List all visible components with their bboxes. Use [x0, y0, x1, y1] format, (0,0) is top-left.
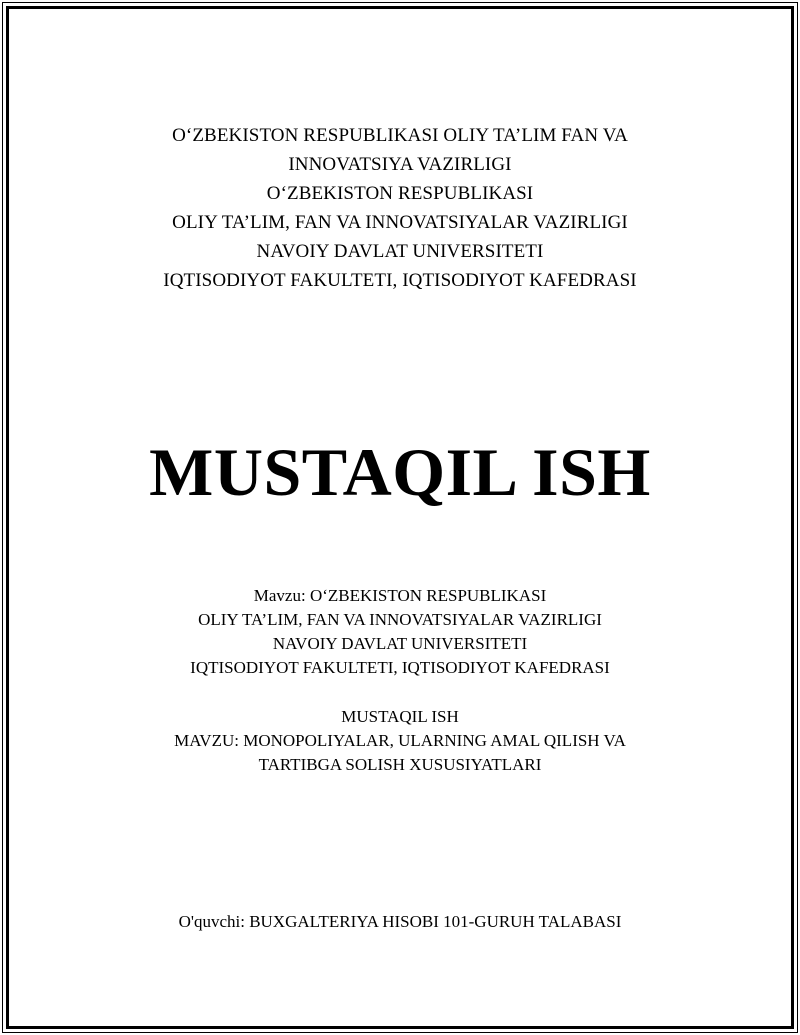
- subject-line: TARTIBGA SOLISH XUSUSIYATLARI: [258, 755, 542, 774]
- subject-line: MAVZU: MONOPOLIYALAR, ULARNING AMAL QILISH VA: [174, 731, 626, 750]
- subject-line: MUSTAQIL ISH: [341, 707, 459, 726]
- topic-line: IQTISODIYOT FAKULTETI, IQTISODIYOT KAFEDRASI: [190, 658, 610, 677]
- header-line: OLIY TA’LIM, FAN VA INNOVATSIYALAR VAZIRLIGI: [172, 212, 628, 233]
- header-line: IQTISODIYOT FAKULTETI, IQTISODIYOT KAFEDRASI: [163, 270, 637, 291]
- topic-line: NAVOIY DAVLAT UNIVERSITETI: [272, 634, 528, 653]
- student-info: O'quvchi: BUXGALTERIYA HISOBI 101-GURUH TALABASI: [178, 912, 622, 931]
- ministry-header: [0, 121, 800, 295]
- header-line: O‘ZBEKISTON RESPUBLIKASI OLIY TA’LIM FAN VA: [172, 125, 628, 146]
- topic-line: OLIY TA’LIM, FAN VA INNOVATSIYALAR VAZIRLIGI: [198, 610, 602, 629]
- document-title: MUSTAQIL ISH: [149, 434, 651, 510]
- header-line: O‘ZBEKISTON RESPUBLIKASI: [266, 183, 534, 204]
- header-line: INNOVATSIYA VAZIRLIGI: [288, 154, 512, 175]
- subject-block: [0, 705, 800, 777]
- topic-block: [0, 584, 800, 680]
- header-line: NAVOIY DAVLAT UNIVERSITETI: [256, 241, 544, 262]
- topic-line: Mavzu: O‘ZBEKISTON RESPUBLIKASI: [253, 586, 547, 605]
